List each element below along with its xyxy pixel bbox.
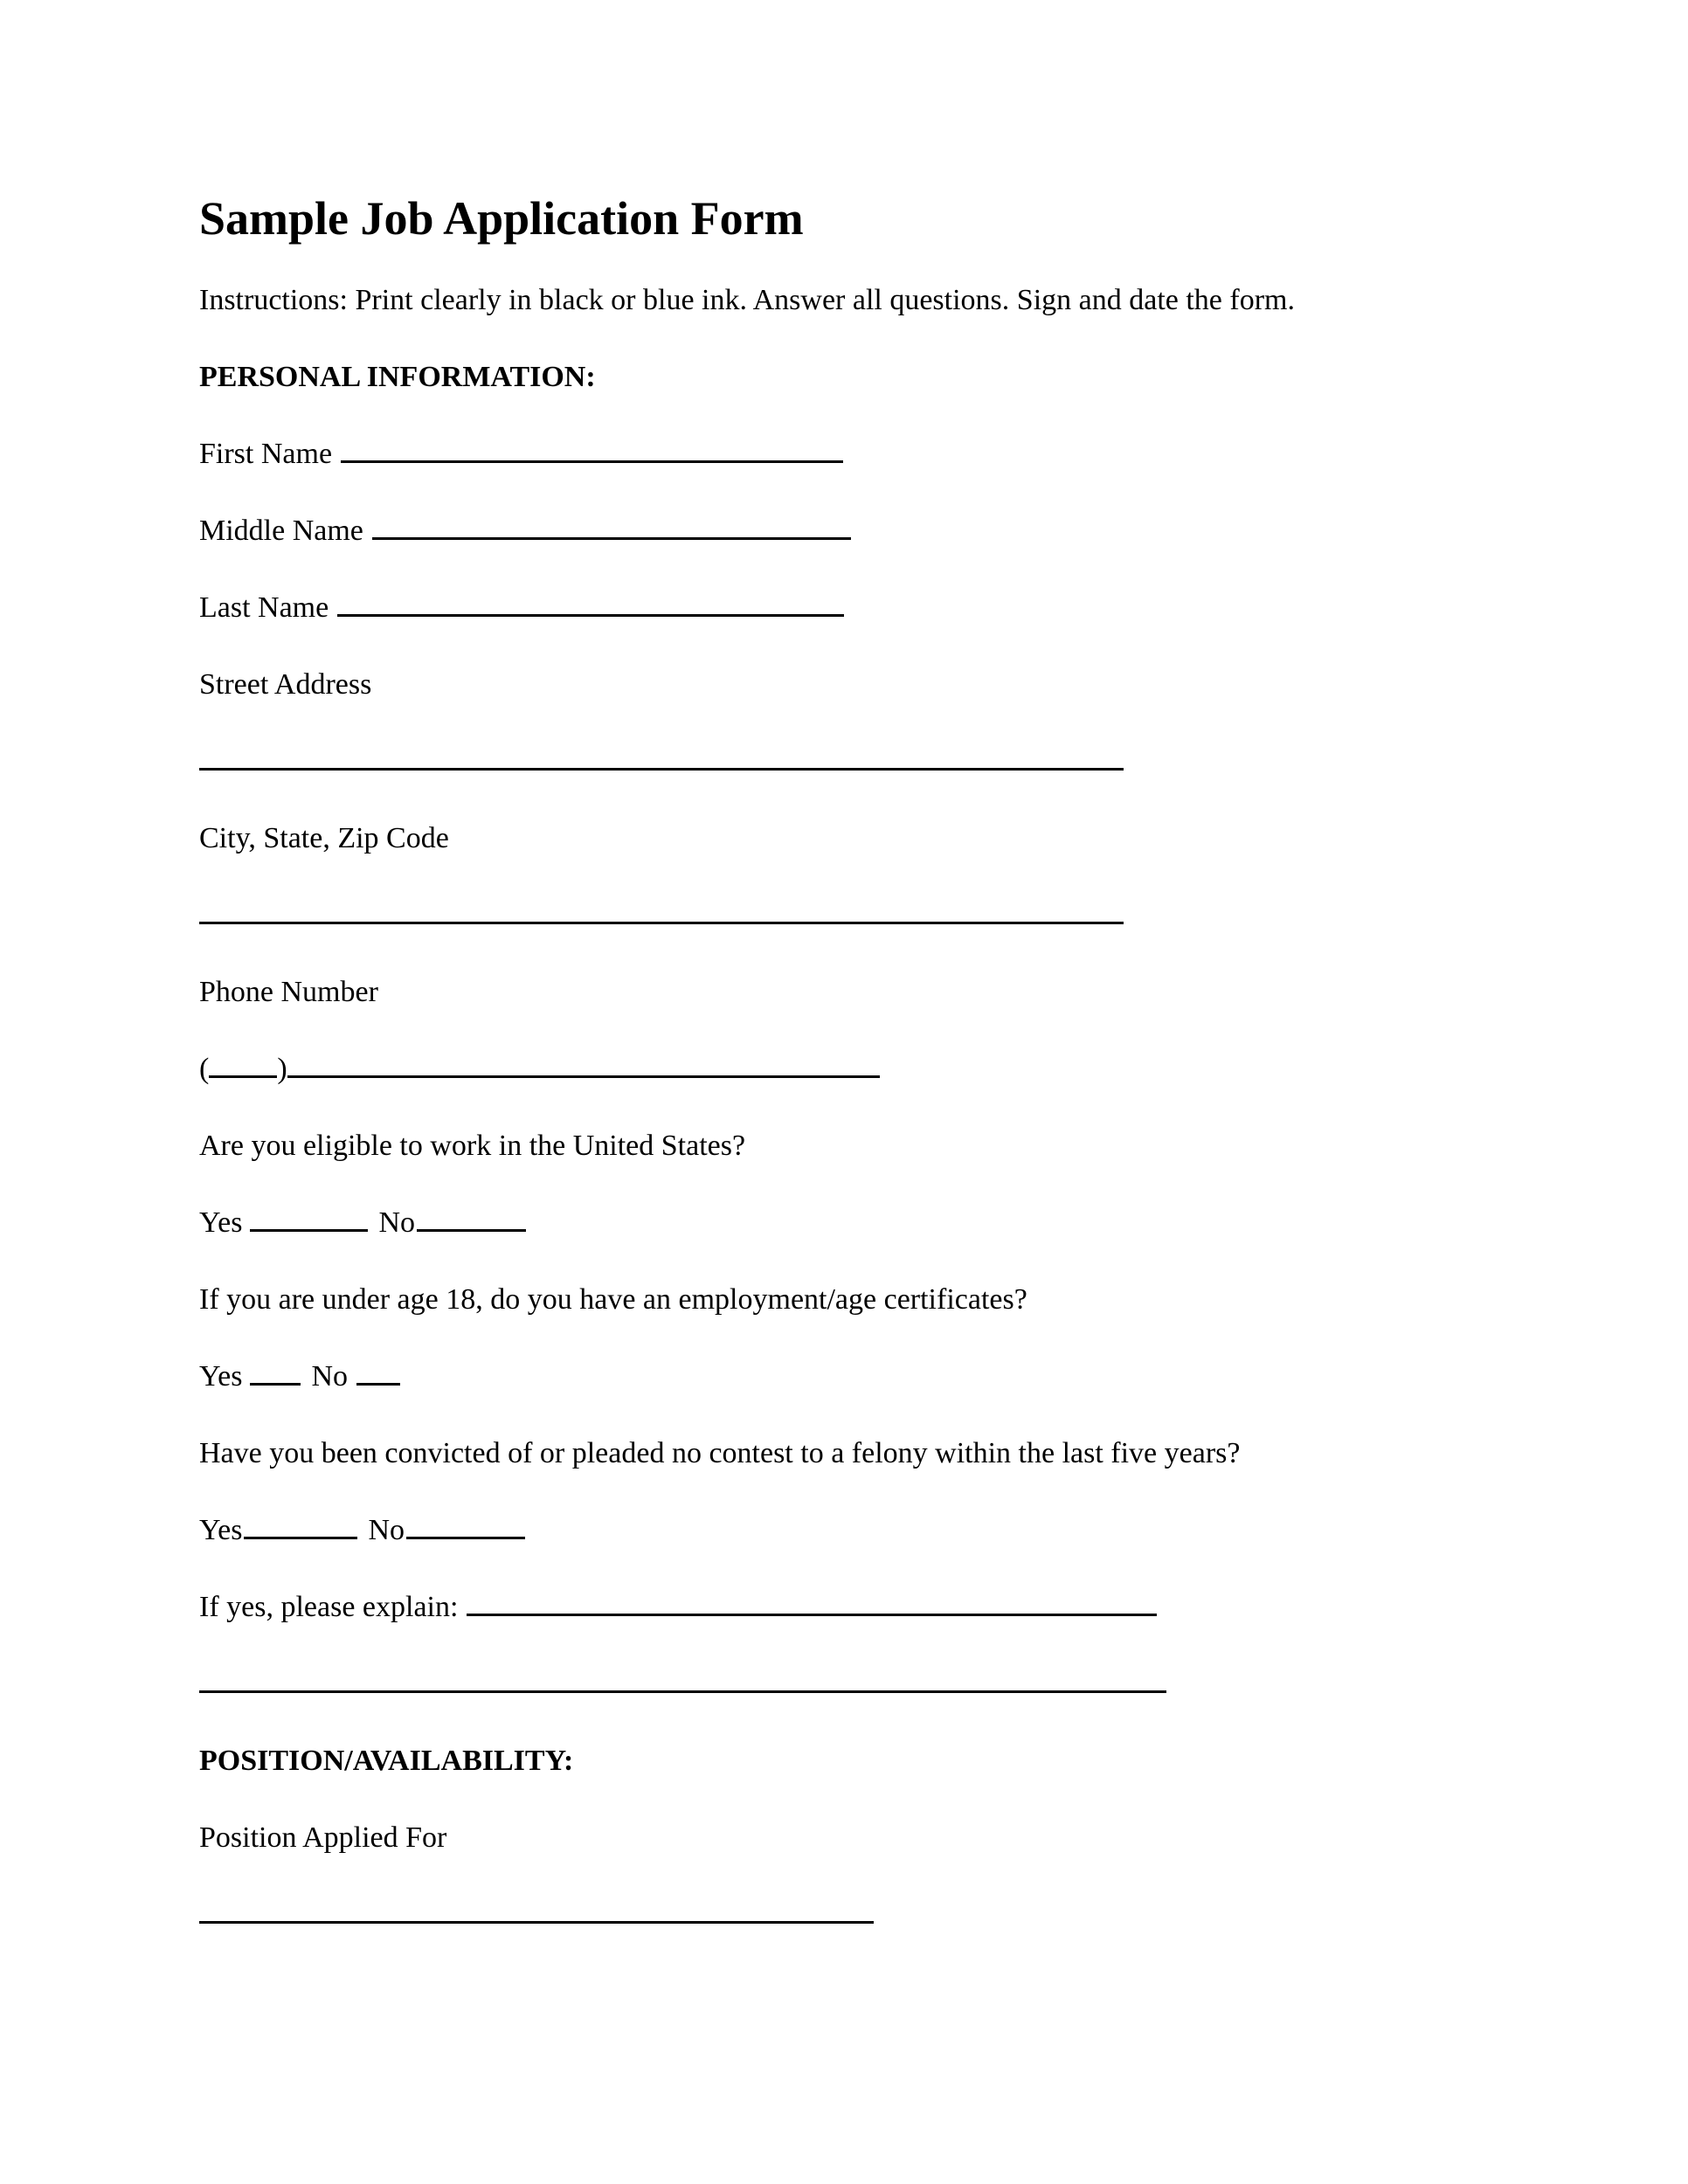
phone-number-label-row: [199, 954, 1641, 1031]
first-name-row: [199, 416, 1641, 493]
middle-name-input-line[interactable]: [372, 509, 851, 540]
eligible-no-input-line[interactable]: [417, 1201, 526, 1232]
felony-yes-input-line[interactable]: [244, 1509, 357, 1539]
felony-no-label: No: [368, 1514, 405, 1546]
felony-yes-label: Yes: [199, 1514, 243, 1546]
middle-name-label: Middle Name: [199, 515, 363, 547]
instructions-text: Instructions: Print clearly in black or blue ink. Answer all questions. Sign and date the form.: [199, 284, 1295, 316]
explain-input-line-2[interactable]: [199, 1662, 1166, 1693]
form-content: [199, 175, 1641, 1953]
section-heading-position-availability: [199, 1723, 1641, 1800]
eligible-answer-row: [199, 1185, 1641, 1261]
page-title: Sample Job Application Form: [199, 192, 804, 245]
section-heading-personal-information: [199, 339, 1641, 416]
under-18-question-text: If you are under age 18, do you have an employment/age certificates?: [199, 1283, 1027, 1316]
under-18-no-label: No: [311, 1360, 349, 1393]
explain-line-row: [199, 1646, 1641, 1723]
under-18-question-row: [199, 1261, 1641, 1338]
street-address-input-line[interactable]: [199, 740, 1124, 771]
first-name-label: First Name: [199, 438, 333, 470]
street-address-line-row: [199, 723, 1641, 800]
felony-question-text: Have you been convicted of or pleaded no contest to a felony within the last five years?: [199, 1437, 1241, 1469]
city-state-zip-input-line[interactable]: [199, 894, 1124, 924]
last-name-input-line[interactable]: [337, 586, 844, 617]
phone-number-input-line[interactable]: [287, 1047, 880, 1078]
under-18-answer-row: [199, 1338, 1641, 1415]
last-name-row: [199, 570, 1641, 646]
eligible-yes-input-line[interactable]: [250, 1201, 368, 1232]
city-state-zip-label: City, State, Zip Code: [199, 822, 449, 854]
eligible-question-text: Are you eligible to work in the United States?: [199, 1130, 746, 1162]
street-address-label: Street Address: [199, 668, 372, 701]
last-name-label: Last Name: [199, 591, 329, 624]
street-address-label-row: [199, 646, 1641, 723]
under-18-yes-input-line[interactable]: [250, 1355, 301, 1386]
eligible-no-label: No: [378, 1206, 416, 1239]
middle-name-row: [199, 493, 1641, 570]
explain-row: [199, 1569, 1641, 1646]
position-availability-heading-text: POSITION/AVAILABILITY:: [199, 1745, 574, 1777]
eligible-question-row: [199, 1108, 1641, 1185]
under-18-no-input-line[interactable]: [356, 1355, 400, 1386]
felony-answer-row: [199, 1492, 1641, 1569]
eligible-yes-label: Yes: [199, 1206, 243, 1239]
explain-label: If yes, please explain:: [199, 1591, 459, 1623]
explain-input-line[interactable]: [467, 1586, 1157, 1616]
city-state-zip-line-row: [199, 877, 1641, 954]
felony-no-input-line[interactable]: [406, 1509, 525, 1539]
position-applied-label-row: [199, 1800, 1641, 1876]
position-applied-input-line[interactable]: [199, 1893, 874, 1924]
phone-area-code-input-line[interactable]: [209, 1047, 277, 1078]
under-18-yes-label: Yes: [199, 1360, 243, 1393]
instructions-row: [199, 262, 1641, 339]
phone-number-label: Phone Number: [199, 976, 378, 1008]
position-applied-line-row: [199, 1876, 1641, 1953]
phone-open-paren: (: [199, 1053, 210, 1085]
city-state-zip-label-row: [199, 800, 1641, 877]
position-applied-label: Position Applied For: [199, 1821, 447, 1854]
phone-close-paren: ): [277, 1053, 287, 1085]
felony-question-row: [199, 1415, 1641, 1492]
first-name-input-line[interactable]: [341, 432, 843, 463]
personal-information-heading-text: PERSONAL INFORMATION:: [199, 361, 596, 393]
phone-number-line-row: [199, 1031, 1641, 1108]
